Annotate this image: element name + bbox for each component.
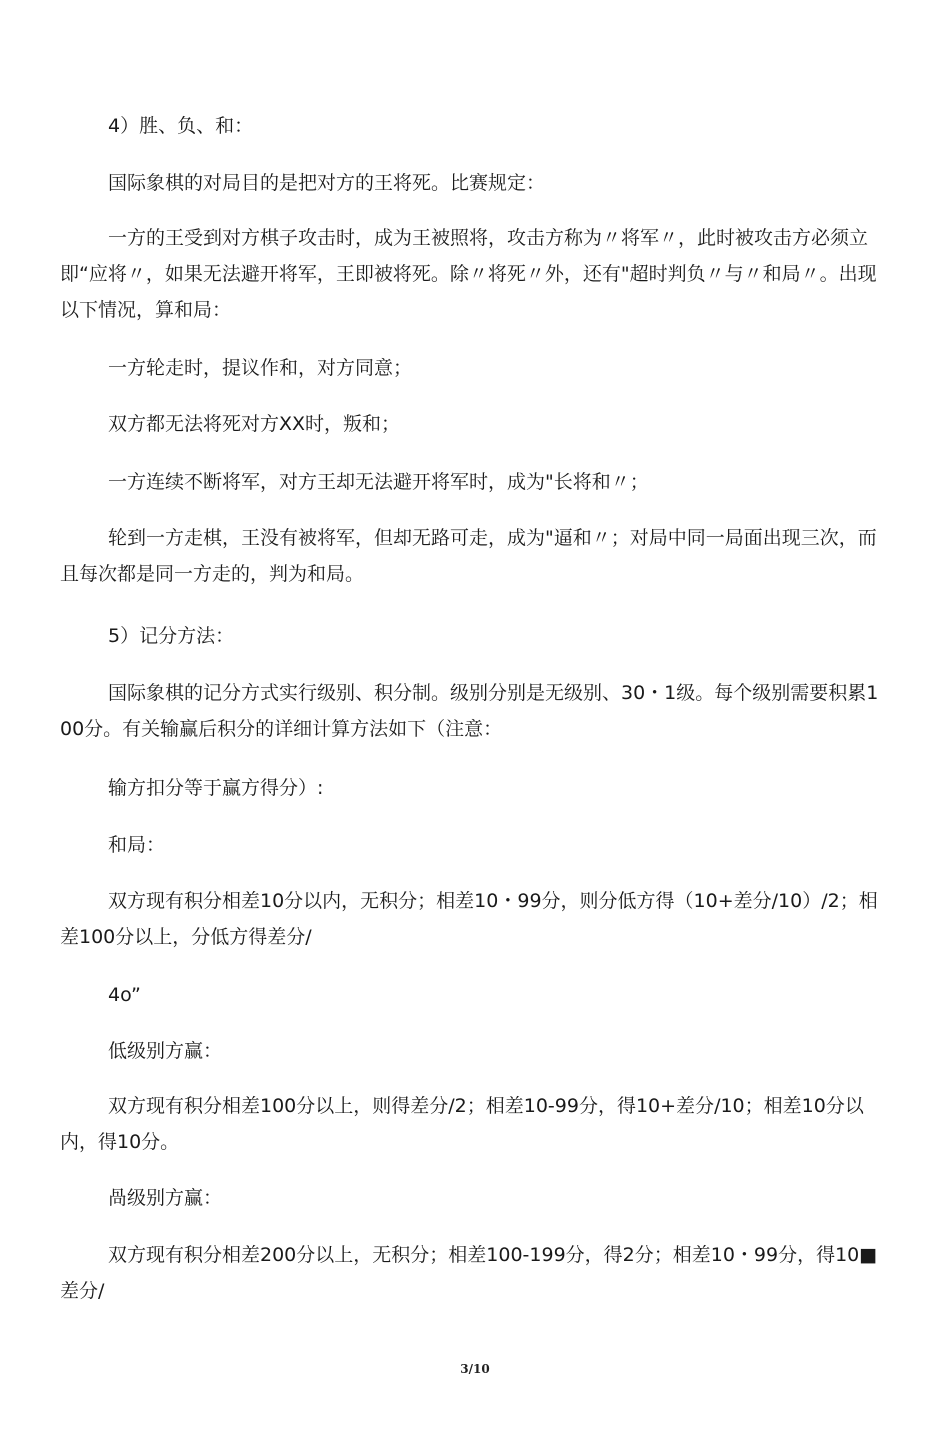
paragraph-perpetual-check: 一方连续不断将军，对方王却无法避开将军时，成为"长将和〃； [108, 471, 649, 493]
paragraph-draw-agreement: 一方轮走时，提议作和，对方同意； [108, 357, 413, 379]
heading-higher-level-wins: 咼级别方赢： [108, 1187, 223, 1209]
paragraph-check-rules: 一方的王受到对方棋子攻击时，成为王被照将，攻击方称为〃将军〃，此时被攻击方必须立即“应将〃，如果无法避开将军，王即被将死。除〃将死〃外，还有"超时判负〃与〃和局〃。出现以下情况，算和局： [60, 227, 877, 321]
heading-win-lose-draw: 4）胜、负、和： [108, 115, 254, 137]
paragraph-objective: 国际象棋的对局目的是把对方的王将死。比赛规定： [108, 172, 546, 194]
heading-lower-level-wins: 低级别方赢： [108, 1040, 223, 1062]
paragraph-stalemate: 轮到一方走棋，王没有被将军，但却无路可走，成为"逼和〃；对局中同一局面出现三次，而且每次都是同一方走的，判为和局。 [60, 527, 877, 585]
paragraph-draw-insufficient: 双方都无法将死对方XX时，叛和； [108, 413, 401, 435]
heading-draw: 和局： [108, 834, 166, 856]
paragraph-draw-scoring-tail: 4o” [108, 984, 141, 1006]
paragraph-scoring-note: 输方扣分等于赢方得分）: [108, 777, 324, 799]
paragraph-scoring-levels: 国际象棋的记分方式实行级别、积分制。级别分别是无级别、30・1级。每个级别需要积累100分。有关输赢后积分的详细计算方法如下（注意： [60, 682, 879, 740]
paragraph-draw-scoring: 双方现有积分相差10分以内，无积分；相差10・99分，则分低方得（10+差分/10）/2；相差100分以上，分低方得差分/ [60, 890, 878, 948]
paragraph-higher-level-scoring: 双方现有积分相差200分以上，无积分；相差100-199分，得2分；相差10・99分，得10■差分/ [60, 1244, 878, 1302]
paragraph-lower-level-scoring: 双方现有积分相差100分以上，则得差分/2；相差10-99分，得10+差分/10；相差10分以内，得10分。 [60, 1095, 864, 1153]
heading-scoring-method: 5）记分方法： [108, 625, 235, 647]
page-number: 3/10 [460, 1362, 490, 1376]
